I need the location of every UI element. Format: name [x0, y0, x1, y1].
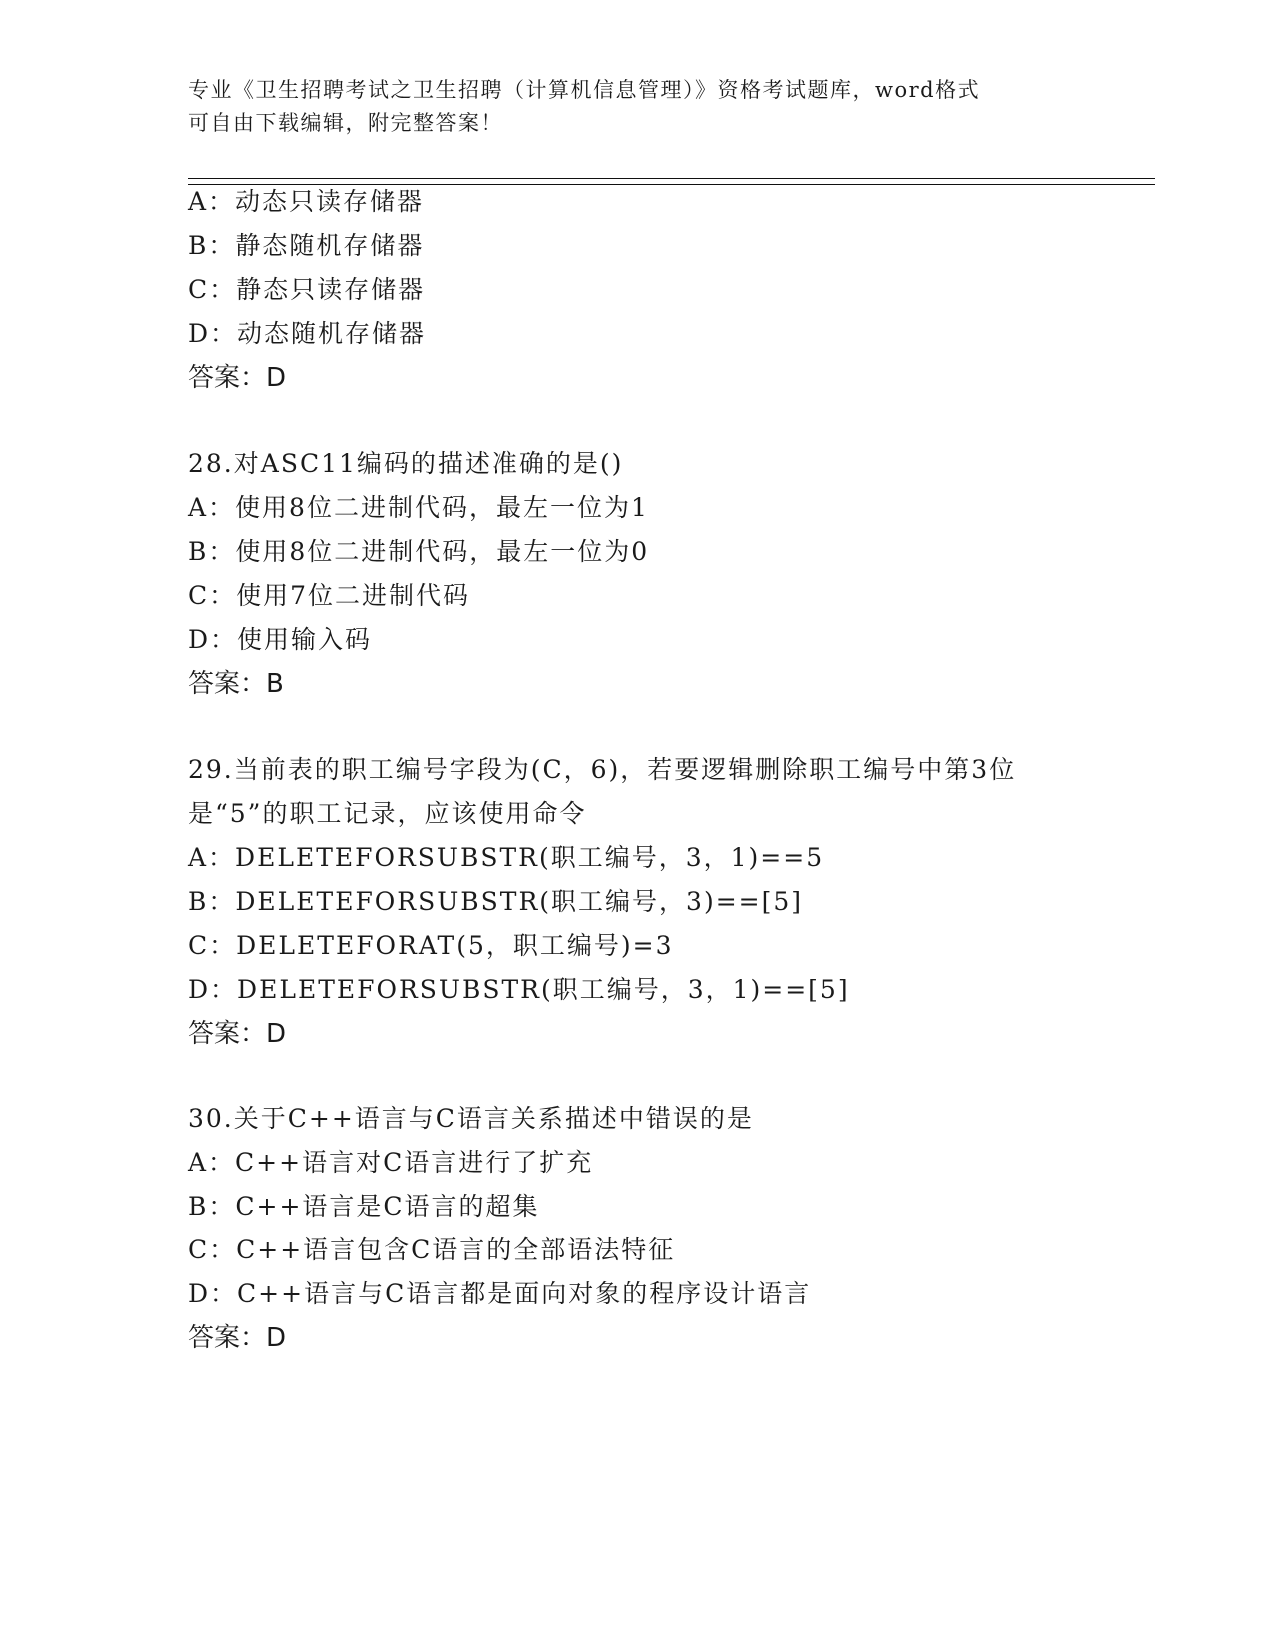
header-divider-bottom: [188, 184, 1155, 185]
header-line-2: 可自由下载编辑，附完整答案！: [188, 111, 503, 135]
q28-answer: 答案：B: [188, 669, 284, 699]
q28-option-c: C：使用7位二进制代码: [188, 581, 471, 610]
q27-option-a: A：动态只读存储器: [188, 187, 425, 216]
q28-question: 28.对ASC11编码的描述准确的是(): [188, 449, 624, 478]
q28-option-d: D：使用输入码: [188, 625, 373, 654]
q27-option-d: D：动态随机存储器: [188, 319, 427, 348]
header-divider-top: [188, 178, 1155, 179]
q29-option-a: A：DELETEFORSUBSTR(职工编号，3，1)==5: [188, 843, 825, 872]
q30-option-b: B：C++语言是C语言的超集: [188, 1192, 540, 1221]
header-line-1: 专业《卫生招聘考试之卫生招聘（计算机信息管理）》资格考试题库，word格式: [188, 78, 981, 102]
q30-option-d: D：C++语言与C语言都是面向对象的程序设计语言: [188, 1279, 812, 1308]
q30-question: 30.关于C++语言与C语言关系描述中错误的是: [188, 1104, 754, 1133]
q27-option-b: B：静态随机存储器: [188, 231, 425, 260]
q28-option-b: B：使用8位二进制代码，最左一位为0: [188, 537, 650, 566]
q30-option-c: C：C++语言包含C语言的全部语法特征: [188, 1235, 676, 1264]
q30-answer: 答案：D: [188, 1323, 287, 1353]
q29-option-d: D：DELETEFORSUBSTR(职工编号，3，1)==[5]: [188, 975, 850, 1004]
q29-question-line-1: 29.当前表的职工编号字段为(C，6)，若要逻辑删除职工编号中第3位: [188, 755, 1017, 784]
q29-question-line-2: 是“5”的职工记录，应该使用命令: [188, 799, 587, 828]
q27-option-c: C：静态只读存储器: [188, 275, 426, 304]
q29-option-c: C：DELETEFORAT(5，职工编号)=3: [188, 931, 674, 960]
q30-option-a: A：C++语言对C语言进行了扩充: [188, 1148, 594, 1177]
q28-option-a: A：使用8位二进制代码，最左一位为1: [188, 493, 649, 522]
q29-option-b: B：DELETEFORSUBSTR(职工编号，3)==[5]: [188, 887, 804, 916]
q29-answer: 答案：D: [188, 1019, 287, 1049]
document-header: [188, 74, 1088, 140]
q27-answer: 答案：D: [188, 363, 287, 393]
